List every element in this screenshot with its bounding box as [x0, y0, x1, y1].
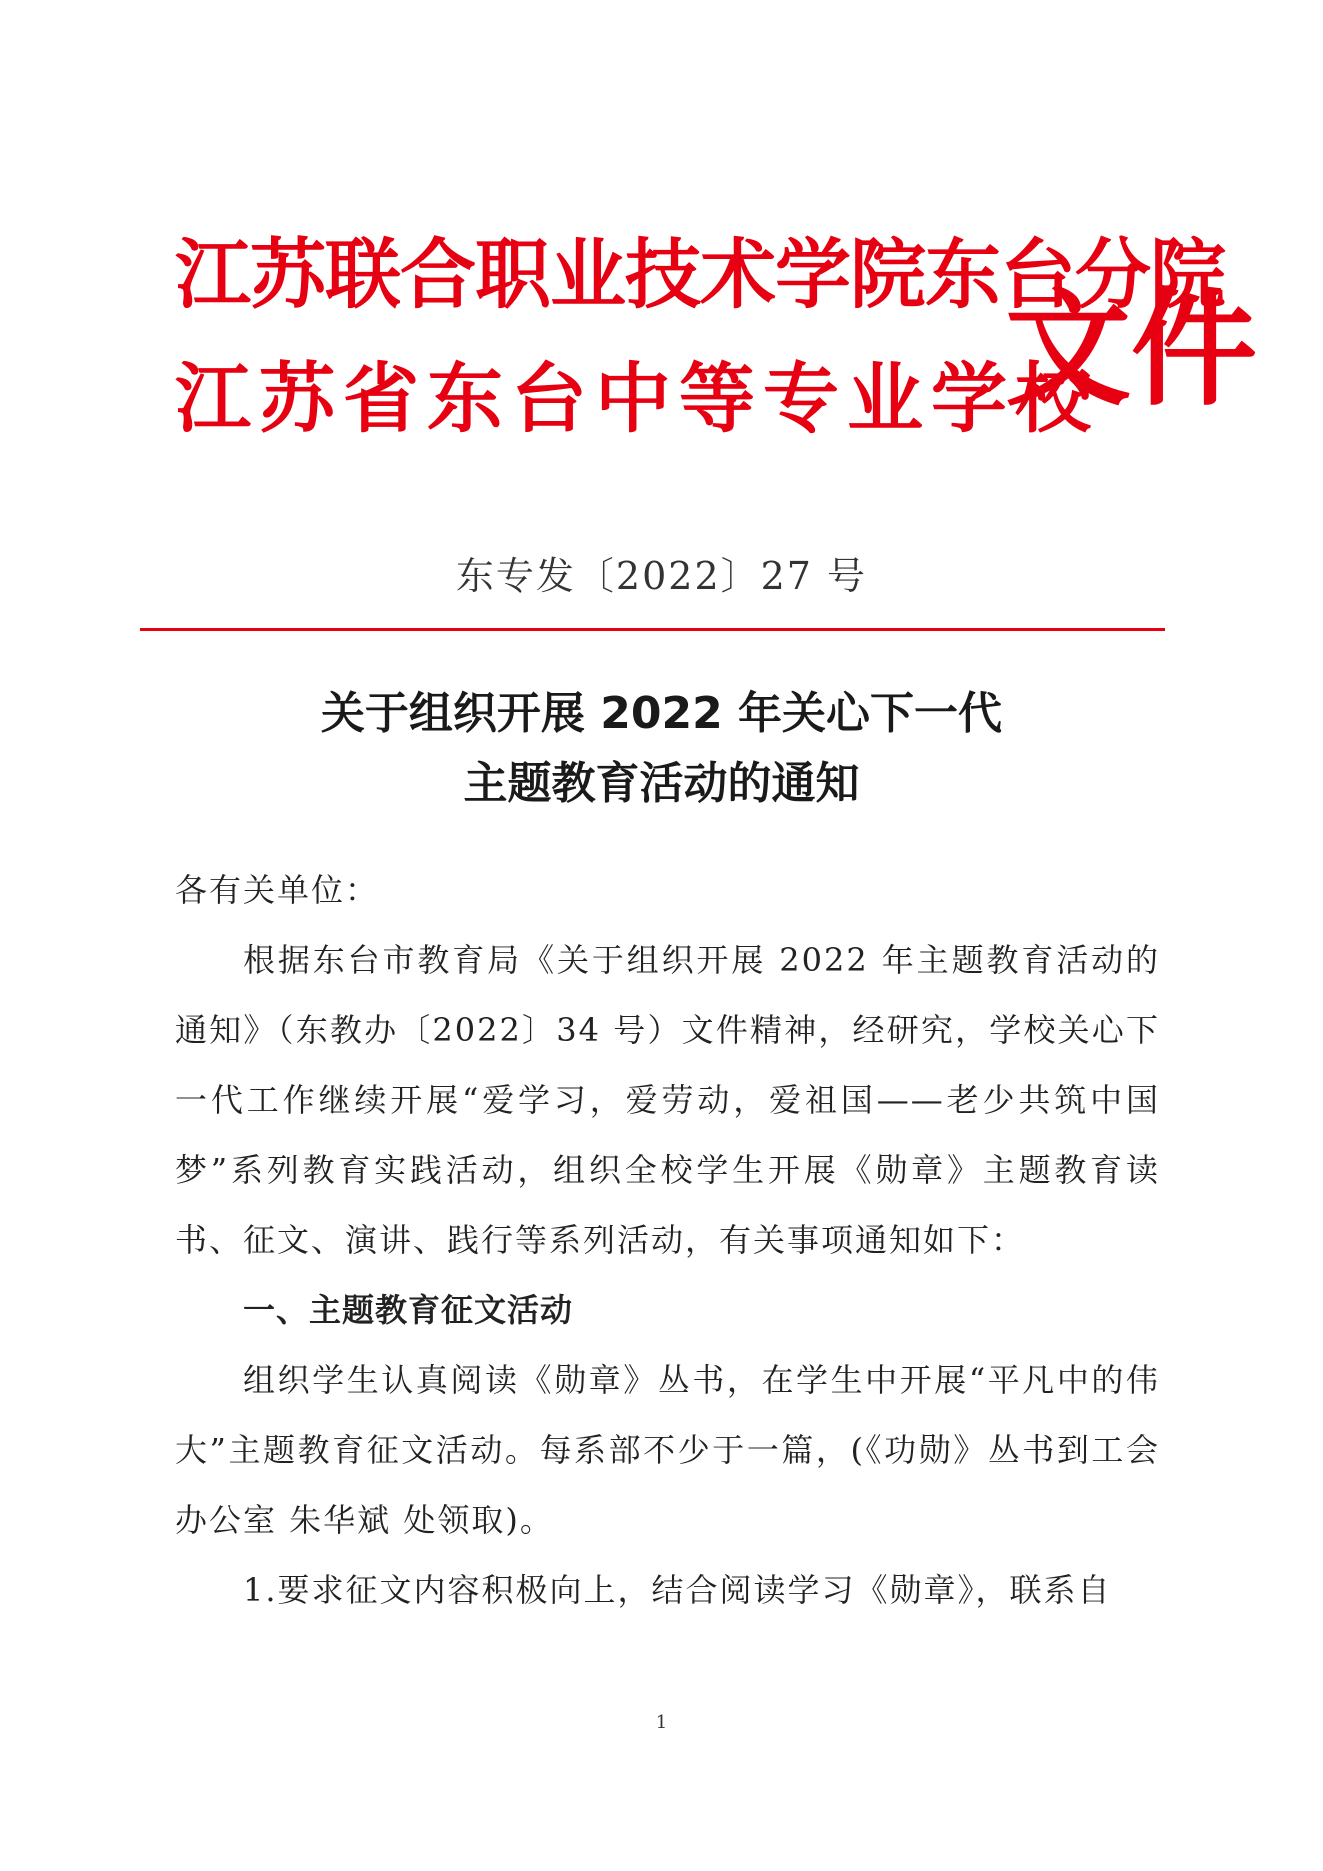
body-paragraph-2: 组织学生认真阅读《勋章》丛书，在学生中开展“平凡中的伟大”主题教育征文活动。每系部不少于一篇，(《功勋》丛书到工会办公室 朱华斌 处领取)。	[175, 1361, 1160, 1539]
notice-title-line-1: 关于组织开展 2022 年关心下一代	[320, 688, 1003, 739]
document-number: 东专发〔2022〕27 号	[455, 554, 868, 598]
issuing-org-line-2: 江苏省东台中等专业学校	[175, 354, 1099, 443]
document-header	[175, 225, 1257, 475]
list-item-1: 1.要求征文内容积极向上，结合阅读学习《勋章》，联系自	[243, 1571, 1112, 1609]
red-divider-line	[140, 628, 1165, 631]
body-paragraph-1: 根据东台市教育局《关于组织开展 2022 年主题教育活动的通知》（东教办〔2022〕34 号）文件精神，经研究，学校关心下一代工作继续开展“爱学习，爱劳动，爱祖国——老少共筑中国梦”系列教育实践活动，组织全校学生开展《勋章》主题教育读书、征文、演讲、践行等系列活动，有关事项通知如下：	[175, 941, 1160, 1259]
issuing-org-line-1: 江苏联合职业技术学院东台分院	[175, 230, 1225, 319]
document-body	[175, 855, 1160, 1625]
document-word: 文件	[1005, 276, 1257, 423]
page-number: 1	[655, 1712, 668, 1733]
section-heading-1: 一、主题教育征文活动	[243, 1291, 574, 1329]
salutation: 各有关单位：	[175, 871, 380, 909]
notice-title-line-2: 主题教育活动的通知	[463, 758, 860, 809]
